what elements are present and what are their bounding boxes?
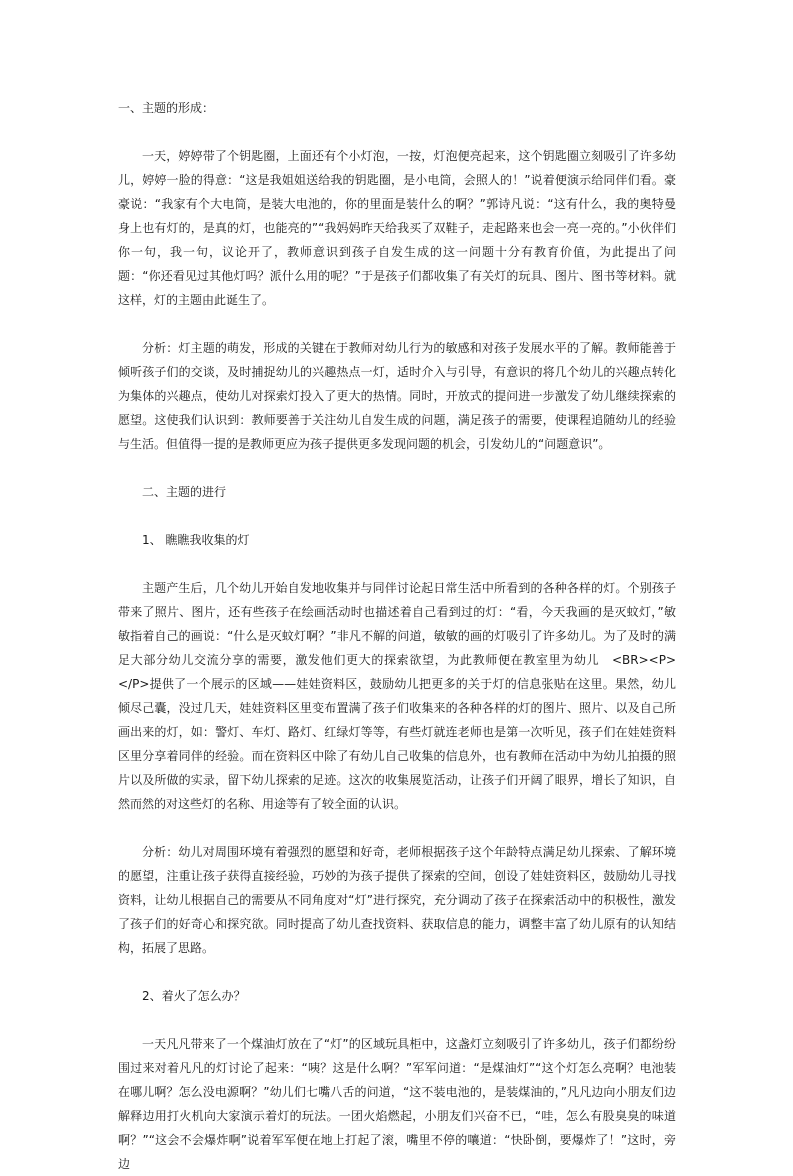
document-page	[118, 96, 676, 1176]
paragraph-analysis-1: 分析：灯主题的萌发，形成的关键在于教师对幼儿行为的敏感和对孩子发展水平的了解。教师能善于倾听孩子们的交谈，及时捕捉幼儿的兴趣热点一灯，适时介入与引导，有意识的将几个幼儿的兴趣点转化为集体的兴趣点，使幼儿对探索灯投入了更大的热情。同时，开放式的提问进一步激发了幼儿继续探索的愿望。这使我们认识到：教师要善于关注幼儿自发生成的问题，满足孩子的需要，使课程追随幼儿的经验与生活。但值得一提的是教师更应为孩子提供更多发现问题的机会，引发幼儿的“问题意识”。	[118, 341, 676, 451]
section-heading-progress: 二、主题的进行	[142, 485, 227, 499]
paragraph-story: 一天，婷婷带了个钥匙圈，上面还有个小灯泡，一按，灯泡便亮起来，这个钥匙圈立刻吸引了许多幼儿，婷婷一脸的得意：“这是我姐姐送给我的钥匙圈，是小电筒，会照人的！”说着便演示给同伴们看。豪豪说：“我家有个大电筒，是装大电池的，你的里面是装什么的啊？”郭诗凡说：“这有什么，我的奥特曼身上也有灯的，是真的灯，也能亮的”“我妈妈昨天给我买了双鞋子，走起路来也会一亮一亮的。”小伙伴们你一句，我一句，议论开了，教师意识到孩子自发生成的这一问题十分有教育价值，为此提出了问题：“你还看见过其他灯吗？派什么用的呢？”于是孩子们都收集了有关灯的玩具、图片、图书等材料。就这样，灯的主题由此诞生了。	[118, 149, 676, 307]
subheading-collected-lights: 1、 瞧瞧我收集的灯	[142, 533, 250, 547]
paragraph-kerosene-lamp: 一天凡凡带来了一个煤油灯放在了“灯”的区域玩具柜中，这盏灯立刻吸引了许多幼儿，孩子们都纷纷围过来对着凡凡的灯讨论了起来：“咦？这是什么啊？”军军问道：“是煤油灯”“这个灯怎么亮啊？电池装在哪儿啊？怎么没电源啊？”幼儿们七嘴八舌的问道，“这不装电池的，是装煤油的，”凡凡边向小朋友们边解释边用打火机向大家演示着灯的玩法。一团火焰燃起，小朋友们兴奋不已，“哇，怎么有股臭臭的味道啊？”“这会不会爆炸啊”说着军军便在地上打起了滚，嘴里不停的嚷道：“快卧倒，要爆炸了！”这时，旁边	[118, 1037, 676, 1171]
paragraph-collection: 主题产生后，几个幼儿开始自发地收集并与同伴讨论起日常生活中所看到的各种各样的灯。个别孩子带来了照片、图片，还有些孩子在绘画活动时也描述着自己看到过的灯：“看，今天我画的是灭蚊灯，”敏敏指着自己的画说：“什么是灭蚊灯啊？”非凡不解的问道，敏敏的画的灯吸引了许多幼儿。为了及时的满足大部分幼儿交流分享的需要，激发他们更大的探索欲望，为此教师便在教室里为幼儿 <BR><P></P>提供了一个展示的区域——娃娃资料区，鼓励幼儿把更多的关于灯的信息张贴在这里。果然，幼儿倾尽己囊，没过几天，娃娃资料区里变布置满了孩子们收集来的各种各样的灯的图片、照片、以及自己所画出来的灯，如：警灯、车灯、路灯、红绿灯等等，有些灯就连老师也是第一次听见，孩子们在娃娃资料区里分享着同伴的经验。而在资料区中除了有幼儿自己收集的信息外，也有教师在活动中为幼儿拍摄的照片以及所做的实录，留下幼儿探索的足迹。这次的收集展览活动，让孩子们开阔了眼界，增长了知识，自然而然的对这些灯的名称、用途等有了较全面的认识。	[118, 581, 676, 811]
subheading-fire: 2、着火了怎么办？	[142, 989, 246, 1003]
section-heading-formation: 一、主题的形成：	[118, 101, 215, 115]
paragraph-analysis-2: 分析：幼儿对周围环境有着强烈的愿望和好奇，老师根据孩子这个年龄特点满足幼儿探索、了解环境的愿望，注重让孩子获得直接经验，巧妙的为孩子提供了探索的空间，创设了娃娃资料区，鼓励幼儿寻找资料，让幼儿根据自己的需要从不同角度对“灯”进行探究，充分调动了孩子在探索活动中的积极性，激发了孩子们的好奇心和探究欲。同时提高了幼儿查找资料、获取信息的能力，调整丰富了幼儿原有的认知结构，拓展了思路。	[118, 845, 676, 955]
